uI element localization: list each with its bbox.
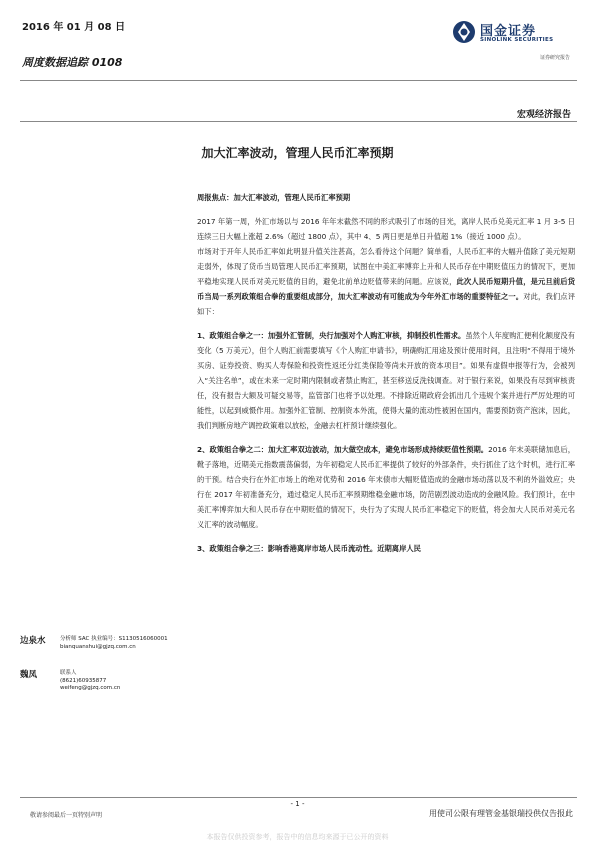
section-2-text: 2016 年末美联储加息后，靴子落地，近期美元指数震荡偏弱，为年初稳定人民币汇率提供了较好的外部条件，央行抓住了这个时机，进行汇率的干预。结合央行在外汇市场上的绝对优势和 2016 年末债市大幅贬值造成的金融市场动荡以及不利的外溢效应；央行在 2017 年初准备充分，通过稳定人民币汇率预期维稳金融市场，防范剧烈波动造成的金融风险。我们预计，在中美汇率博弈加大和人民币存在中期贬值的情况下，央行为了实现人民币汇率稳定下的贬值，将会加大人民币对美元名义汇率的波动幅度。	[197, 445, 575, 529]
main-title: 加大汇率波动，管理人民币汇率预期	[201, 146, 394, 160]
author-info	[60, 636, 168, 651]
author-info	[60, 670, 120, 693]
page-number: - 1 -	[290, 800, 305, 808]
report-body	[197, 190, 575, 556]
category-divider	[20, 121, 577, 122]
watermark-text: 本报告仅供投资参考，报告中的信息均来源于已公开的资料	[206, 833, 389, 841]
author-email[interactable]: weifeng@gjzq.com.cn	[60, 685, 121, 691]
section-2	[197, 442, 575, 532]
sinolink-logo-icon	[452, 20, 476, 44]
logo-english-name: SINOLINK SECURITIES	[480, 37, 554, 43]
paragraph-analysis-tail: 对此，我们点评如下：	[197, 292, 575, 316]
logo-chinese-name: 国金证券	[480, 24, 537, 39]
author-email[interactable]: bianquanshui@gjzq.com.cn	[60, 643, 136, 650]
report-category: 宏观经济报告	[516, 110, 571, 120]
author-name: 魏凤	[20, 670, 38, 680]
section-1-title: 1、政策组合拳之一：加强外汇管制，央行加强对个人购汇审核，抑制投机性需求。	[197, 331, 466, 340]
header-divider	[20, 80, 577, 81]
paragraph-intro: 2017 年第一周，外汇市场以与 2016 年年末截然不同的形式吸引了市场的目光，离岸人民币兑美元汇率 1 月 3-5 日连续三日大幅上涨超 2.6%（超过 1800 点），其中 4、5 两日更是单日升值超 1%（接近 1000 点）。	[197, 217, 575, 241]
author-name: 边泉水	[20, 636, 46, 646]
paragraph-analysis	[197, 244, 575, 319]
summary-heading: 周报焦点：加大汇率波动，管理人民币汇率预期	[197, 193, 351, 202]
author-role: 联系人	[60, 670, 77, 676]
paragraph-analysis-highlight: 此次人民币短期升值，是元旦前后货币当局一系列政策组合拳的重要组成部分，加大汇率波动有可能成为今年外汇市场的重要特征之一。	[197, 277, 576, 301]
report-series-title: 周度数据追踪 0108	[22, 56, 123, 69]
footer-disclaimer: 敬请参阅最后一页特别声明	[30, 812, 103, 819]
section-3-title: 3、政策组合拳之三：影响香港离岸市场人民币流动性。近期离岸人民	[197, 544, 421, 553]
sinolink-logo	[452, 18, 577, 70]
logo-subtitle: 证券研究报告	[540, 55, 571, 61]
section-2-title: 2、政策组合拳之二：加大汇率双边波动，加大做空成本，避免市场形成持续贬值性预期。	[197, 445, 489, 454]
author-entry	[20, 636, 190, 670]
author-phone: (8621)60935877	[60, 677, 107, 684]
author-entry	[20, 670, 190, 704]
footer-divider	[20, 797, 577, 798]
section-1	[197, 328, 575, 433]
paragraph-analysis-text: 市场对于开年人民币汇率如此明显升值关注甚高，怎么看待这个问题？简单看，人民币汇率的大幅升值除了美元短期走弱外，体现了货币当局管理人民币汇率预期，试图在中美汇率博弈上升和人民币存在中期贬值压力的情况下，更加平稳地实现人民币对美元贬值的目的，避免北前单边贬值带来的问题。应该说，	[197, 247, 575, 286]
author-role: 分析师 SAC 执业编号：S1130516060001	[60, 636, 168, 642]
section-1-text: 虽然个人年度购汇便利化额度没有变化（5 万美元），但个人购汇前需要填写《个人购汇申请书》，明确购汇用途及预计使用时间，且注明“不得用于境外买房、证券投资、购买人寿保险和投资性返还分红类保险等尚未开放的资本项目”。如果有虚假申报等行为，会被列入“关注名单”，或在未来一定时期内限制或者禁止购汇，甚至移送反洗钱调查。对于银行来说，如果没有尽到审核责任，没有报告大额及可疑交易等，监管部门也将予以处理。不排除近期政府会抓出几个违规个案并进行严厉处理的可能性，以起到威慑作用。加强外汇管制、控制资本外流，使得大量的流动性被困在国内，需要预防资产泡沫，因此，我们判断房地产调控政策难以放松，金融去杠杆预计继续强化。	[197, 331, 576, 430]
author-list	[20, 636, 190, 704]
report-date: 2016 年 01 月 08 日	[22, 22, 126, 33]
footer-usage-note: 用使司公限有理管金基银瑞投供仅告报此	[429, 809, 573, 818]
